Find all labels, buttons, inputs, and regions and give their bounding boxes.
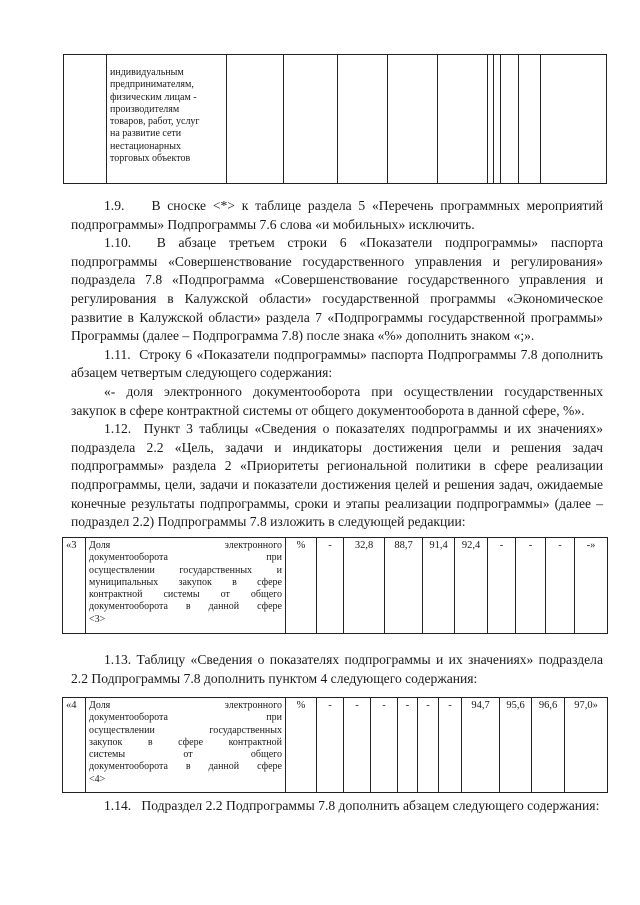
text-line: товаров, работ, услуг — [110, 116, 200, 128]
table-cell — [338, 55, 388, 184]
text-line: предпринимателям, — [110, 79, 194, 91]
value-cell: 88,7 — [385, 538, 423, 634]
paragraph-quote: «- доля электронного документооборота при осуществлении государственных закупок в сфере контрактной системы от общего документооборота в данной сфере, %». — [71, 383, 603, 418]
value-cell: 94,7 — [462, 698, 500, 793]
text-line: торговых объектов — [110, 153, 191, 165]
paragraph-1-12: 1.12. Пункт 3 таблицы «Сведения о показателях подпрограммы и их значениях» подраздела 2.2 «Цель, задачи и индикаторы достижения цели и решения задач подпрограммы» раздела 2 «Приоритеты региональной политики в сфере реализации подпрограммы, цели, задачи и показатели достижения целей и решения задач, ожидаемые конечные результаты подпрограммы, сроки и этапы реализации подпрограммы» (далее – подраздел 2.2) Подпрограммы 7.8 изложить в следующей редакции: — [71, 421, 603, 530]
value-cell: - — [371, 698, 398, 793]
value-cell: - — [439, 698, 462, 793]
table-cell — [64, 55, 107, 184]
table-top-continuation — [63, 54, 607, 184]
text-line: производителям — [110, 103, 180, 115]
text-line: документооборота в данной сфере — [89, 601, 282, 613]
paragraph-block-a — [71, 197, 603, 532]
value-cell: 91,4 — [423, 538, 455, 634]
unit-cell: % — [286, 698, 317, 793]
text-line: осуществлении государственных и — [89, 564, 282, 576]
value-cell: - — [546, 538, 575, 634]
paragraph-block-c — [71, 797, 603, 816]
table-cell — [501, 55, 519, 184]
value-cell: 96,6 — [532, 698, 565, 793]
text-line: системы от общего — [89, 749, 282, 761]
indicator-name — [86, 538, 286, 634]
value-cell: - — [317, 698, 344, 793]
row-number: «3 — [63, 538, 86, 634]
text-line: физическим лицам - — [110, 91, 197, 103]
text-line: муниципальных закупок в сфере — [89, 576, 282, 588]
paragraph-1-10: 1.10. В абзаце третьем строки 6 «Показатели подпрограммы» паспорта подпрограммы «Совершенствование государственного управления и регулирования» подраздела 7.8 «Подпрограмма «Совершенствование государственного управления и регулирования в Калужской области» государственной программы «Экономическое развитие в Калужской области» раздела 7 «Подпрограммы государственной программы» Программы (далее – Подпрограмма 7.8) после знака «%» дополнить знаком «;». — [71, 235, 603, 344]
text-line: осуществлении государственных — [89, 724, 282, 736]
value-cell: -» — [575, 538, 608, 634]
paragraph-1-11: 1.11. Строку 6 «Показатели подпрограммы» паспорта Подпрограммы 7.8 дополнить абзацем четвертым следующего содержания: — [71, 346, 603, 381]
value-cell: 32,8 — [344, 538, 385, 634]
table-cell — [388, 55, 438, 184]
text-line: <3> — [89, 613, 106, 625]
value-cell: 95,6 — [500, 698, 532, 793]
paragraph-1-14: 1.14. Подраздел 2.2 Подпрограммы 7.8 дополнить абзацем следующего содержания: — [104, 798, 600, 813]
value-cell: 97,0» — [565, 698, 608, 793]
table-cell — [541, 55, 607, 184]
unit-cell: % — [286, 538, 317, 634]
table-cell — [227, 55, 284, 184]
table-cell — [438, 55, 488, 184]
text-line: документооборота в данной сфере — [89, 761, 282, 773]
text-line: индивидуальным — [110, 67, 184, 78]
text-line: на развитие сети — [110, 128, 182, 140]
value-cell: - — [488, 538, 516, 634]
text-line: документооборота при — [89, 712, 282, 724]
indicator-name — [86, 698, 286, 793]
value-cell: - — [516, 538, 546, 634]
table-row-3 — [62, 537, 608, 634]
text-line: закупок в сфере контрактной — [89, 736, 282, 748]
table-row-4 — [62, 697, 608, 793]
table-cell — [519, 55, 541, 184]
paragraph-1-9: 1.9. В сноске <*> к таблице раздела 5 «Перечень программных мероприятий подпрограммы» Подпрограммы 7.6 слова «и мобильных» исключить. — [71, 198, 603, 232]
value-cell: - — [418, 698, 439, 793]
value-cell: - — [317, 538, 344, 634]
table-cell-description — [107, 55, 227, 184]
text-line: документооборота при — [89, 552, 282, 564]
value-cell: - — [398, 698, 418, 793]
text-line: контрактной системы от общего — [89, 589, 282, 601]
table-cell — [284, 55, 338, 184]
row-number: «4 — [63, 698, 86, 793]
value-cell: - — [344, 698, 371, 793]
text-line: Доля электронного — [89, 540, 282, 551]
text-line: <4> — [89, 773, 106, 785]
text-line: Доля электронного — [89, 700, 282, 711]
value-cell: 92,4 — [455, 538, 488, 634]
paragraph-1-13: 1.13. Таблицу «Сведения о показателях подпрограммы и их значениях» подраздела 2.2 Подпрограммы 7.8 дополнить пунктом 4 следующего содержания: — [71, 652, 603, 686]
table-cell — [494, 55, 501, 184]
text-line: нестационарных — [110, 140, 181, 152]
paragraph-block-b — [71, 651, 603, 688]
